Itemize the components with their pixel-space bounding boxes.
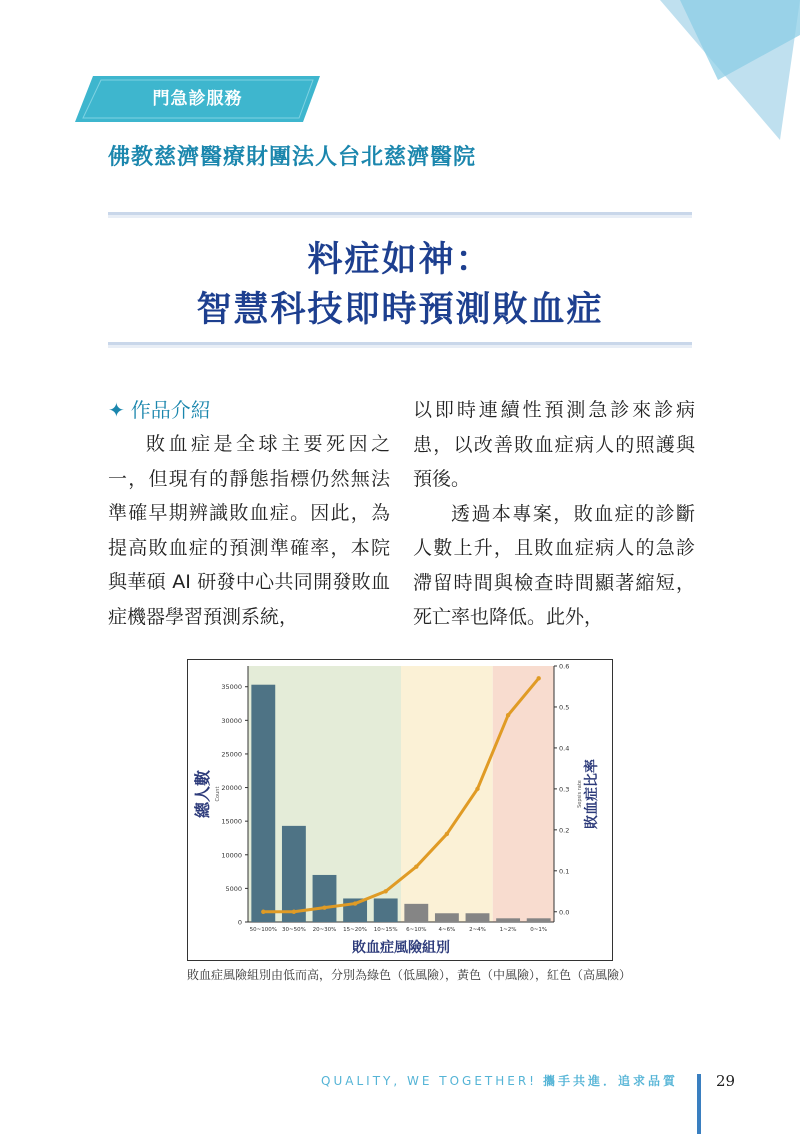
section-tag-label: 門急診服務 [152,89,243,109]
left-tick-label: 15000 [221,817,242,826]
x-tick-label: 10~15% [373,927,398,933]
left-axis-subtitle: Count [215,786,221,802]
bar-30~50% [282,826,306,922]
left-tick-label: 30000 [221,716,242,725]
sepsis-rate-point [384,889,388,893]
x-tick-label: 0~1% [530,927,548,933]
footer-slogan-en: QUALITY, WE TOGETHER! [321,1074,537,1088]
bar-1~2% [496,918,520,922]
risk-zone-medium [401,666,493,922]
figure-caption: 敗血症風險組別由低而高，分別為綠色（低風險），黃色（中風險），紅色（高風險） [187,968,632,982]
x-tick-label: 15~20% [343,927,368,933]
right-tick-label: 0.0 [559,908,570,917]
left-column [108,393,390,634]
paragraph-part-1: 敗血症是全球主要死因之一，但現有的靜態指標仍然無法準確早期辨識敗血症。因此，為提高敗血症的預測準確率，本院與華碩 AI 研發中心共同開發敗血症機器學習預測系統， [108,433,390,628]
sepsis-rate-point [292,910,296,914]
right-column [413,393,695,635]
section-heading: ✦ 作品介紹 [108,398,211,422]
left-tick-label: 35000 [221,683,242,692]
x-tick-label: 50~100% [249,927,277,933]
sepsis-rate-point [261,910,265,914]
bar-4~6% [435,913,459,922]
corner-decoration [660,0,800,150]
chart-svg [188,660,614,962]
title-line-2: 智慧科技即時預測敗血症 [196,290,604,330]
x-tick-label: 1~2% [499,927,517,933]
footer-slogan [321,1072,678,1089]
x-axis-title: 敗血症風險組別 [352,940,450,956]
x-tick-label: 2~4% [469,927,486,933]
sepsis-rate-point [506,713,510,717]
footer-slogan-zh: 攜手共進．追求品質 [542,1074,678,1088]
paragraph-2: 透過本專案，敗血症的診斷人數上升，且敗血症病人的急診滯留時間與檢查時間顯著縮短，死亡率也降低。此外， [413,502,695,628]
title-line-1: 料症如神： [307,240,493,280]
right-tick-label: 0.4 [559,744,570,753]
left-tick-label: 20000 [221,784,242,793]
paragraph-part-2: 以即時連續性預測急診來診病患，以改善敗血症病人的照護與預後。 [413,399,695,490]
sepsis-rate-point [445,832,449,836]
sepsis-rate-point [475,787,479,791]
title-rule-top [108,212,692,218]
section-tag [75,76,320,122]
sepsis-risk-chart [187,659,613,961]
sparkle-icon: ✦ [108,398,125,422]
hospital-name: 佛教慈濟醫療財團法人台北慈濟醫院 [108,145,477,170]
x-tick-label: 6~10% [406,927,427,933]
bar-0~1% [527,918,551,922]
x-tick-label: 20~30% [312,927,337,933]
title-rule-bottom [108,342,692,348]
right-axis-subtitle: Sepsis rate [577,780,583,808]
sepsis-rate-point [414,865,418,869]
sepsis-rate-point [322,905,326,909]
sepsis-rate-point [537,676,541,680]
right-axis-title: 敗血症比率 [584,759,600,829]
right-tick-label: 0.6 [559,662,570,671]
left-tick-label: 10000 [221,851,242,860]
bar-2~4% [466,913,490,922]
left-tick-label: 0 [237,918,242,927]
left-tick-label: 25000 [221,750,242,759]
right-tick-label: 0.5 [559,703,570,712]
risk-zone-high [493,666,554,922]
footer-divider [697,1074,701,1134]
left-tick-label: 5000 [225,884,242,893]
bar-10~15% [374,898,398,922]
page-number: 29 [716,1072,736,1090]
bar-20~30% [313,875,337,922]
sepsis-rate-point [353,901,357,905]
bar-6~10% [404,904,428,922]
bar-50~100% [251,685,275,922]
x-tick-label: 4~6% [438,927,456,933]
right-tick-label: 0.3 [559,785,570,794]
right-tick-label: 0.2 [559,826,570,835]
left-axis-title: 總人數 [193,769,212,819]
right-tick-label: 0.1 [559,867,570,876]
x-tick-label: 30~50% [281,927,306,933]
